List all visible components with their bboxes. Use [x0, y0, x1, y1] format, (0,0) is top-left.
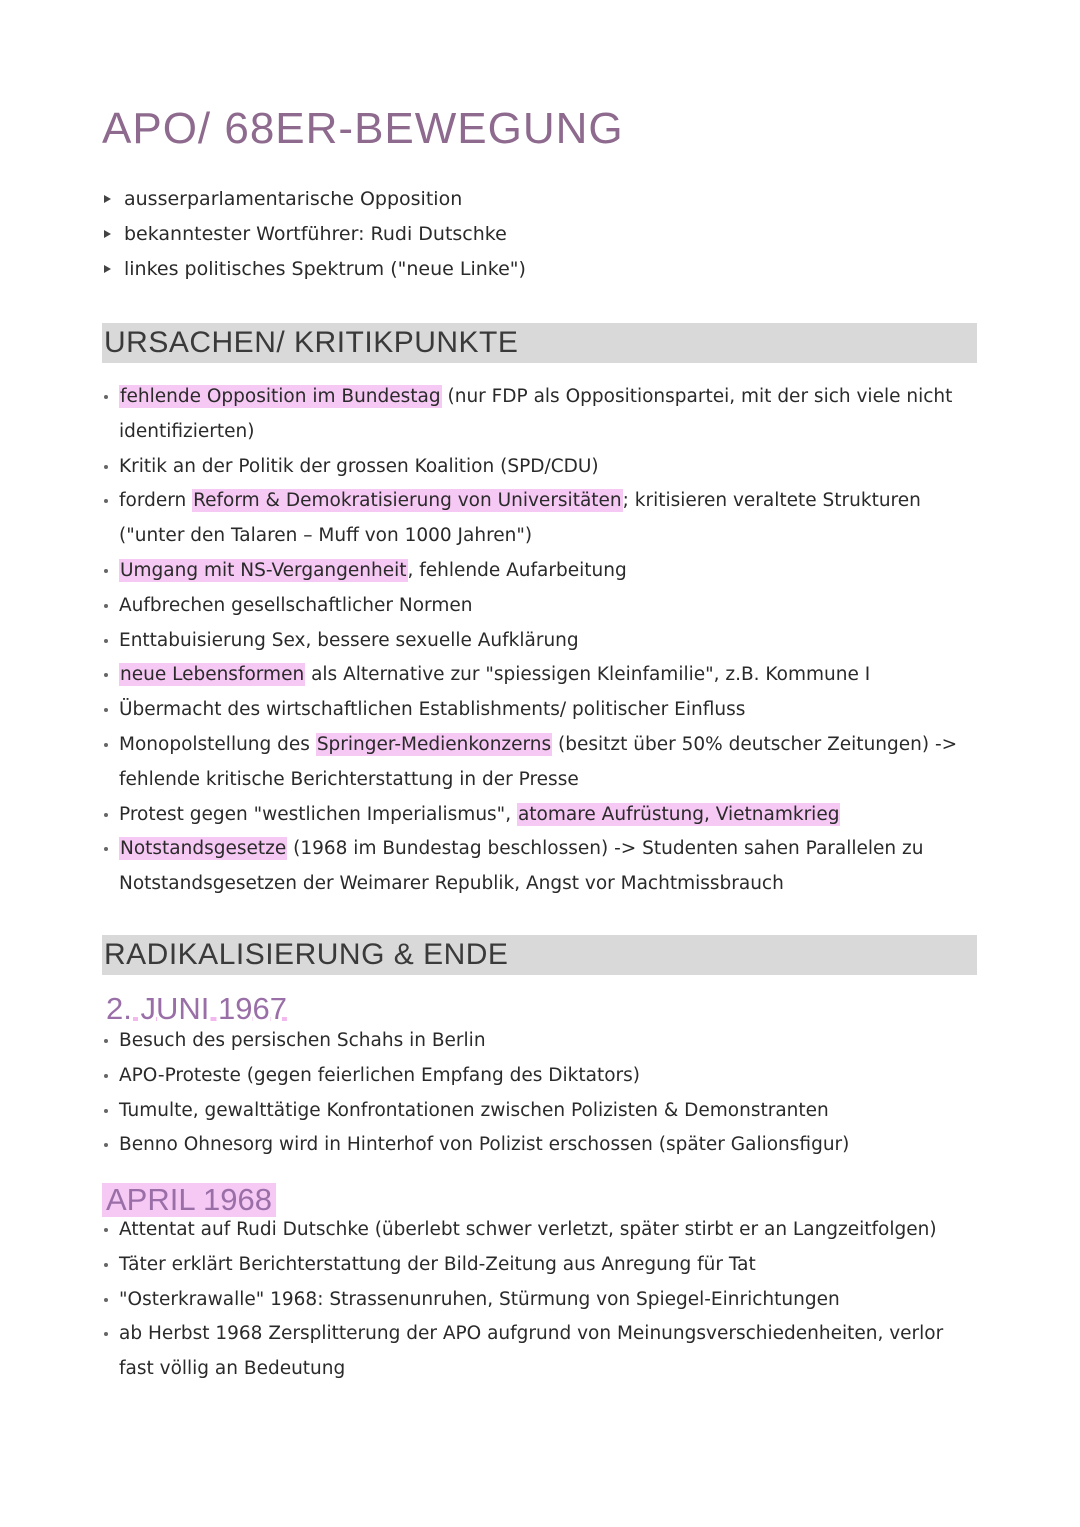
list-item — [100, 658, 979, 693]
list-item — [100, 219, 526, 254]
item-text: Enttabuisierung Sex, bessere sexuelle Aufklärung — [119, 629, 579, 651]
list-item — [100, 554, 979, 589]
list-item — [100, 380, 979, 450]
bullet-triangle-icon — [104, 195, 111, 203]
bullet-dot-icon — [104, 1332, 108, 1336]
item-text: ab Herbst 1968 Zersplitterung der APO aufgrund von Meinungsverschiedenheiten, verlor fast völlig an Bedeutung — [119, 1323, 944, 1380]
bullet-dot-icon — [104, 465, 108, 469]
list-item — [100, 1317, 979, 1387]
item-text: (besitzt über 50% deutscher Zeitungen) -> fehlende kritische Berichterstattung in der Presse — [119, 733, 958, 790]
list-item — [100, 450, 979, 485]
intro-text: ausserparlamentarische Opposition — [124, 188, 463, 210]
item-text: , fehlende Aufarbeitung — [407, 559, 627, 581]
bullet-dot-icon — [104, 395, 108, 399]
list-item — [100, 1283, 979, 1318]
bullet-dot-icon — [104, 743, 108, 747]
item-text: Kritik an der Politik der grossen Koalition (SPD/CDU) — [119, 455, 599, 477]
item-text: Benno Ohnesorg wird in Hinterhof von Polizist erschossen (später Galionsfigur) — [119, 1134, 850, 1156]
date-heading: 2. JUNI 1967 — [106, 991, 287, 1026]
item-text: Besuch des persischen Schahs in Berlin — [119, 1030, 486, 1051]
intro-text: linkes politisches Spektrum ("neue Linke") — [124, 258, 526, 280]
bullet-dot-icon — [104, 1228, 108, 1232]
list-item — [100, 184, 526, 219]
highlight: fehlende Opposition im Bundestag — [120, 386, 441, 407]
highlight: neue Lebensformen — [120, 664, 305, 686]
list-item — [100, 254, 526, 289]
bullet-dot-icon — [104, 604, 108, 608]
list-item — [100, 1094, 979, 1129]
june-1967-list — [100, 1024, 979, 1163]
causes-list — [100, 380, 979, 902]
list-item — [100, 728, 979, 798]
bullet-dot-icon — [104, 1074, 108, 1078]
bullet-dot-icon — [104, 708, 108, 712]
bullet-triangle-icon — [104, 230, 111, 238]
highlight: Umgang mit NS-Vergangenheit — [120, 559, 407, 581]
item-text: ; kritisieren veraltete Strukturen ("unter den Talaren – Muff von 1000 Jahren") — [119, 490, 921, 547]
bullet-triangle-icon — [104, 265, 111, 273]
bullet-dot-icon — [104, 1298, 108, 1302]
list-item — [100, 1128, 979, 1163]
intro-list — [100, 184, 526, 289]
date-heading: APRIL 1968 — [102, 1183, 276, 1217]
bullet-dot-icon — [104, 1263, 108, 1267]
bullet-dot-icon — [104, 499, 108, 503]
bullet-dot-icon — [104, 813, 108, 817]
highlight: Springer-Medienkonzerns — [316, 733, 552, 755]
bullet-dot-icon — [104, 1109, 108, 1113]
list-item — [100, 1059, 979, 1094]
item-text: APO-Proteste (gegen feierlichen Empfang des Diktators) — [119, 1064, 640, 1086]
section-heading-radicalization: RADIKALISIERUNG & ENDE — [102, 935, 977, 975]
item-text: fordern — [119, 490, 193, 512]
bullet-dot-icon — [104, 1039, 108, 1043]
item-text: als Alternative zur "spiessigen Kleinfamilie", z.B. Kommune I — [305, 664, 871, 686]
highlight: Reform & Demokratisierung von Universitäten — [193, 490, 622, 512]
list-item — [100, 693, 979, 728]
item-text: Übermacht des wirtschaftlichen Establishments/ politischer Einfluss — [119, 699, 746, 721]
list-item — [100, 798, 979, 833]
item-text: Monopolstellung des — [119, 733, 316, 755]
bullet-dot-icon — [104, 673, 108, 677]
list-item — [100, 589, 979, 624]
bullet-dot-icon — [104, 847, 108, 851]
item-text: Täter erklärt Berichterstattung der Bild-Zeitung aus Anregung für Tat — [119, 1253, 756, 1275]
section-heading-causes: URSACHEN/ KRITIKPUNKTE — [102, 323, 977, 363]
bullet-dot-icon — [104, 569, 108, 573]
highlight: Notstandsgesetze — [120, 838, 287, 860]
april-1968-list — [100, 1213, 979, 1387]
item-text: (nur FDP als Oppositionspartei, mit der sich viele nicht identifizierten) — [119, 386, 953, 442]
list-item — [100, 1248, 979, 1283]
list-item — [100, 1213, 979, 1248]
bullet-dot-icon — [104, 639, 108, 643]
item-text: Attentat auf Rudi Dutschke (überlebt schwer verletzt, später stirbt er an Langzeitfolgen) — [119, 1219, 937, 1240]
highlight: atomare Aufrüstung, Vietnamkrieg — [517, 803, 840, 825]
item-text: (1968 im Bundestag beschlossen) -> Studenten sahen Parallelen zu Notstandsgesetzen der Weimarer Republik, Angst vor Machtmissbrauch — [119, 838, 924, 895]
list-item — [100, 484, 979, 554]
item-text: "Osterkrawalle" 1968: Strassenunruhen, Stürmung von Spiegel-Einrichtungen — [119, 1288, 840, 1310]
page-title: APO/ 68ER-BEWEGUNG — [102, 104, 624, 153]
item-text: Protest gegen "westlichen Imperialismus", — [119, 803, 517, 825]
intro-text: bekanntester Wortführer: Rudi Dutschke — [124, 223, 507, 245]
item-text: Aufbrechen gesellschaftlicher Normen — [119, 594, 473, 616]
list-item — [100, 624, 979, 659]
list-item — [100, 1024, 979, 1059]
bullet-dot-icon — [104, 1143, 108, 1147]
list-item — [100, 832, 979, 902]
item-text: Tumulte, gewalttätige Konfrontationen zwischen Polizisten & Demonstranten — [119, 1099, 829, 1121]
